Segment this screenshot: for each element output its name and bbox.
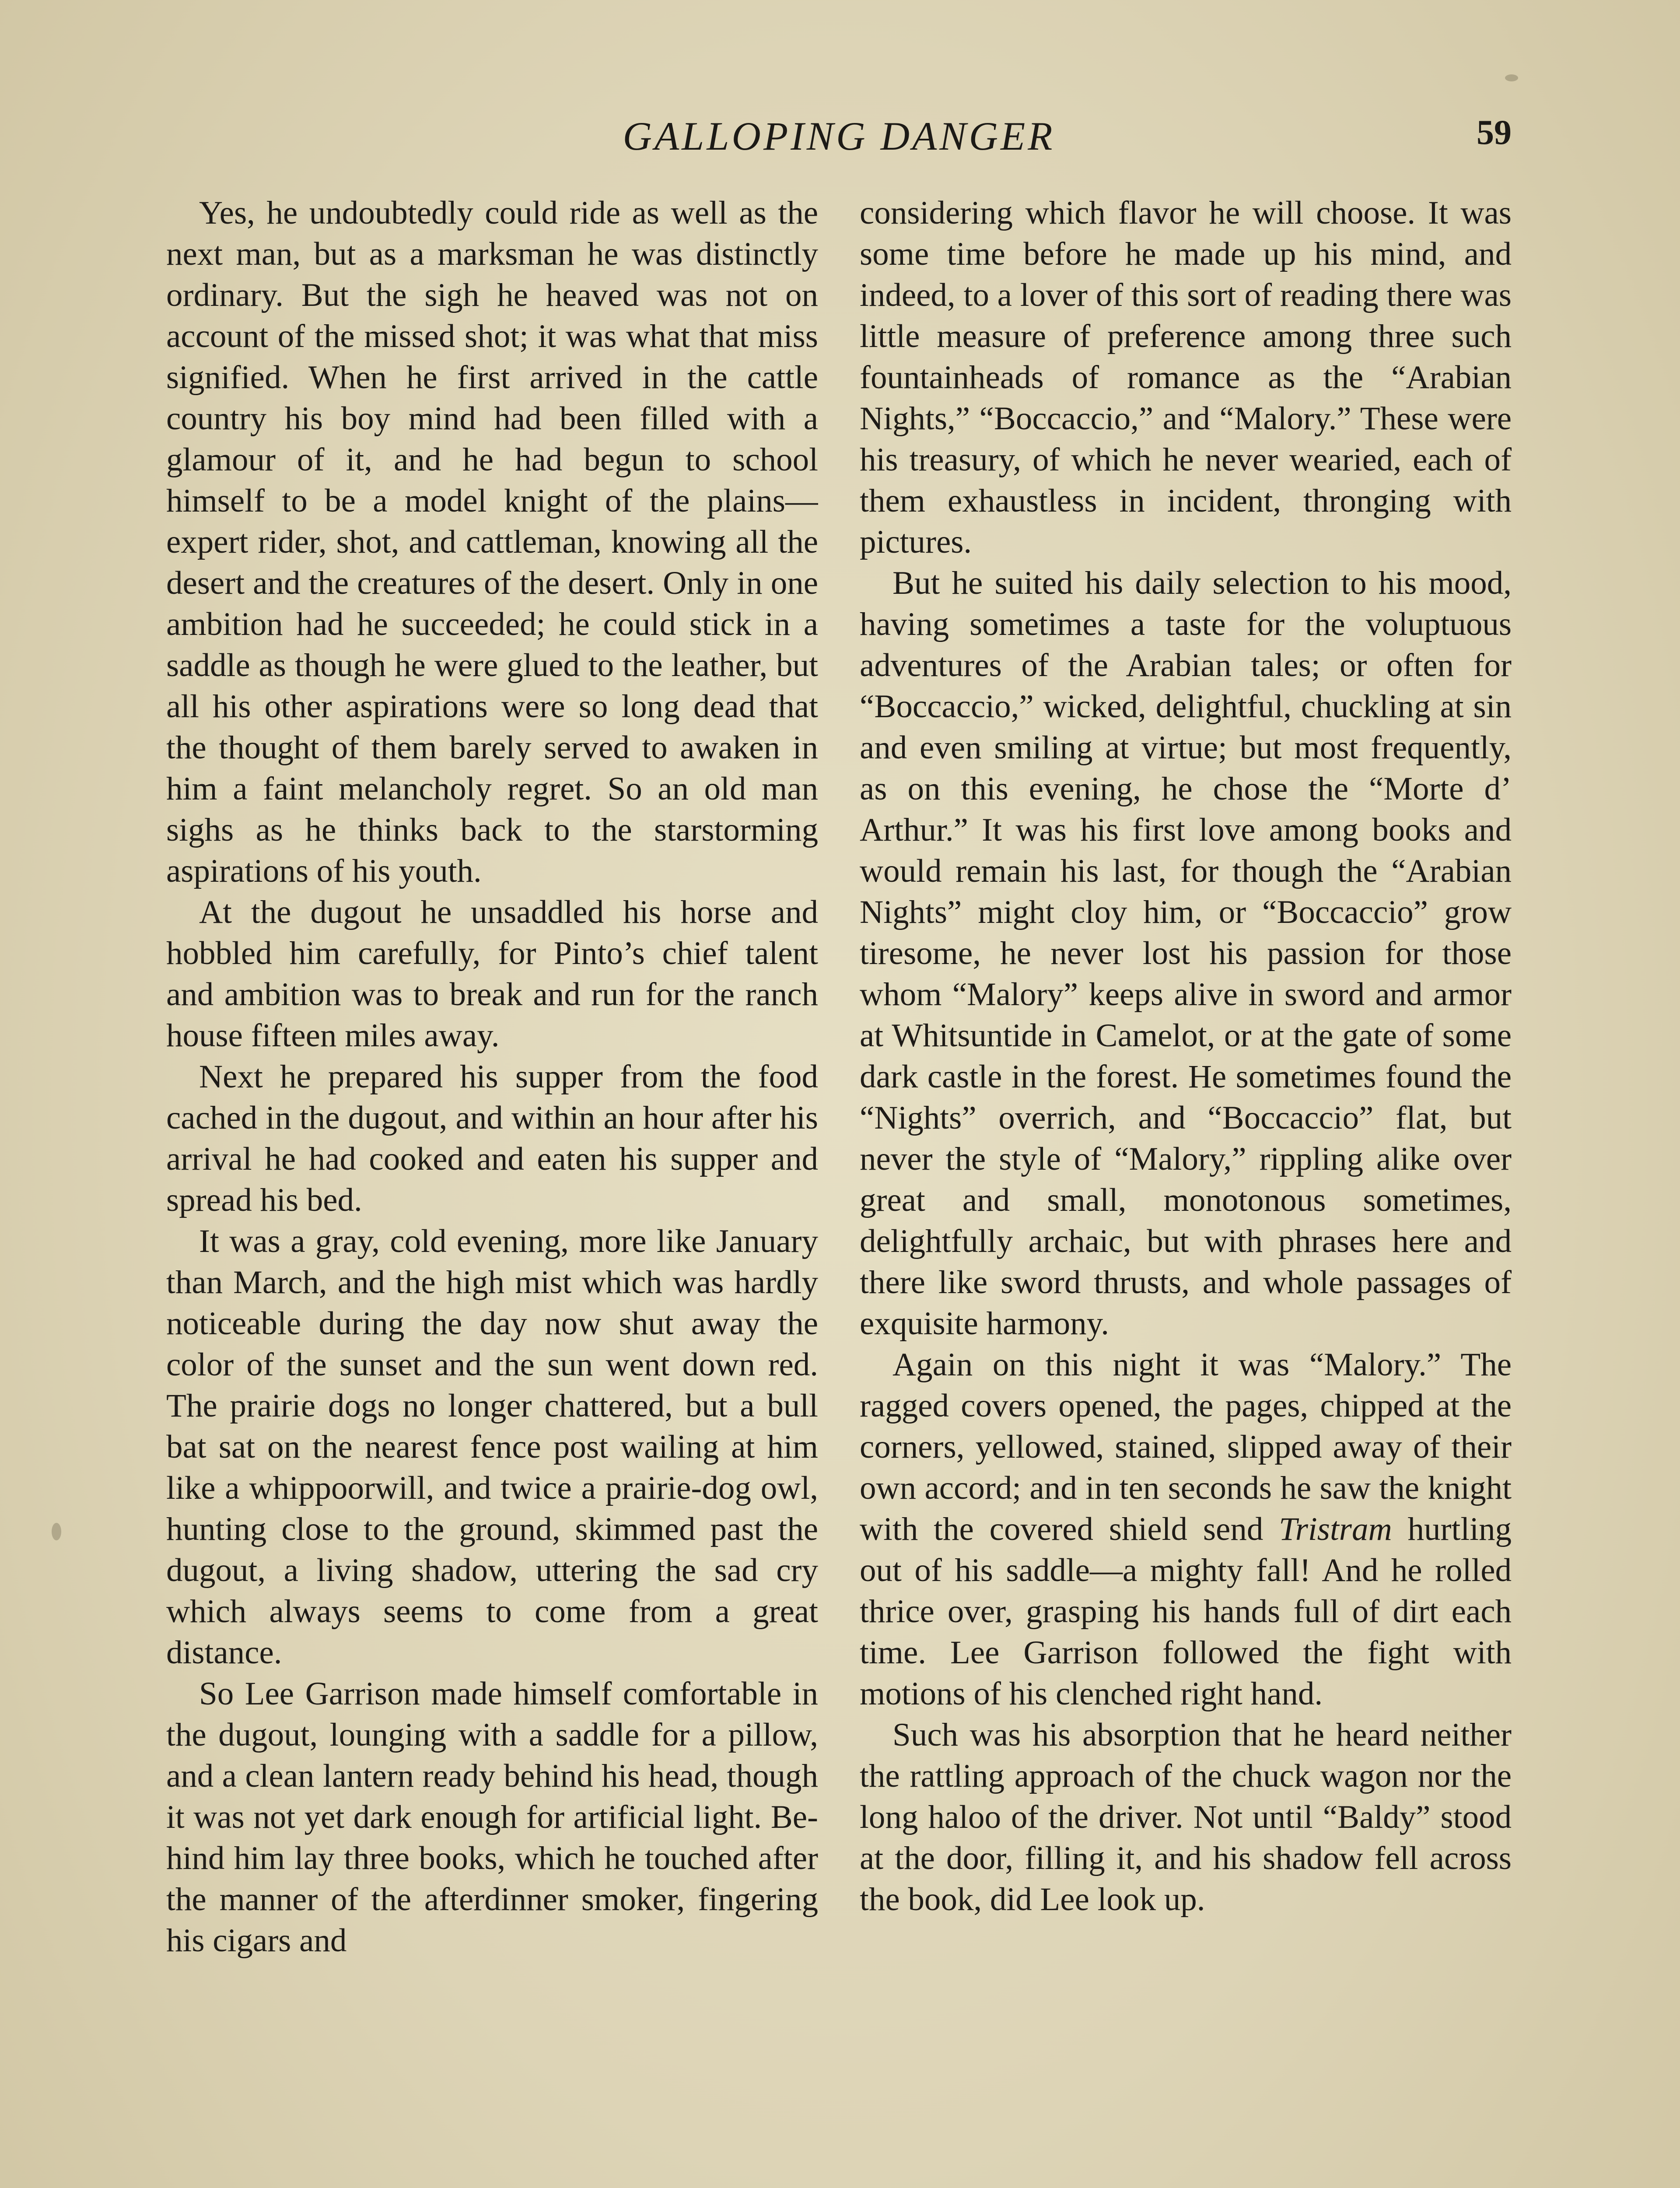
paragraph-text: Again on this night it was “Malory.” The ragged covers opened, the pages, chipped at the corners, yellowed, stained, slipped away of their own accord; and in ten seconds he saw the knight with the covered shield send [860, 1346, 1512, 1547]
paragraph: Such was his absorption that he heard neither the rattling approach of the chuck wagon nor the long haloo of the driver. Not until “Baldy” stood at the door, filling it, and his shadow fell across the book, did Lee look up. [860, 1717, 1512, 1918]
paragraph-text: hurtling out of his saddle—a mighty fall! And he rolled thrice over, grasping his hands full of dirt each time. Lee Garrison followed the fight with motions of his clenched right hand. [860, 1511, 1512, 1712]
paragraph: But he suited his daily selection to his mood, having sometimes a taste for the voluptuous adventures of the Arabian tales; or often for “Boccaccio,” wicked, delightful, chuckling at sin and even smiling at virtue; but most frequently, as on this evening, he chose the “Morte d’ Arthur.” It was his first love among books and would remain his last, for though the “Arabian Nights” might cloy him, or “Boccaccio” grow tiresome, he never lost his passion for those whom “Malory” keeps alive in sword and armor at Whitsuntide in Camelot, or at the gate of some dark castle in the forest. He sometimes found the “Nights” overrich, and “Boccaccio” flat, but never the style of “Malory,” rippling alike over great and small, monotonous sometimes, delightfully archaic, but with phrases here and there like sword thrusts, and whole passages of exquisite harmony. [860, 565, 1512, 1342]
paper-speck [52, 1523, 61, 1540]
page-header [166, 113, 1512, 170]
page-number: 59 [1477, 113, 1512, 152]
paragraph: At the dugout he unsaddled his horse and hobbled him carefully, for Pinto’s chief talent and ambition was to break and run for the ranch house fifteen miles away. [166, 894, 818, 1054]
italic-name: Tristram [1279, 1511, 1392, 1547]
paragraph: It was a gray, cold evening, more like January than March, and the high mist which was hardly noticeable during the day now shut away the color of the sunset and the sun went down red. The prairie dogs no longer chattered, but a bull bat sat on the nearest fence post wailing at him like a whippoorwill, and twice a prairie-dog owl, hunting close to the ground, skimmed past the dugout, a living shadow, uttering the sad cry which always seems to come from a great distance. [166, 1223, 818, 1671]
paper-speck [1505, 74, 1518, 81]
paragraph [860, 1344, 1512, 1715]
left-column [166, 193, 818, 2188]
paragraph: So Lee Garrison made himself comfortable in the dugout, lounging with a saddle for a pillow, and a clean lantern ready behind his head, though it was not yet dark enough for artificial light. Behind him lay three books, which he touched after the manner of the afterdinner smoker, fingering his cigars and [166, 1676, 818, 1959]
running-title: GALLOPING DANGER [623, 114, 1055, 158]
paragraph: Next he prepared his supper from the food cached in the dugout, and within an hour after his arrival he had cooked and eaten his supper and spread his bed. [166, 1059, 818, 1218]
paragraph: Yes, he undoubtedly could ride as well as the next man, but as a marksman he was distinctly ordinary. But the sigh he heaved was not on account of the missed shot; it was what that miss signified. When he first arrived in the cattle country his boy mind had been filled with a glamour of it, and he had begun to school himself to be a model knight of the plains—expert rider, shot, and cattleman, knowing all the desert and the creatures of the desert. Only in one ambition had he succeeded; he could stick in a saddle as though he were glued to the leather, but all his other aspirations were so long dead that the thought of them barely served to awaken in him a faint melancholy regret. So an old man sighs as he thinks back to the starstorming aspirations of his youth. [166, 195, 818, 889]
paragraph-continued: considering which flavor he will choose. It was some time before he made up his mind, and indeed, to a lover of this sort of reading there was little measure of preference among three such fountainheads of romance as the “Arabian Nights,” “Boccaccio,” and “Malory.” These were his treasury, of which he never wearied, each of them exhaustless in incident, thronging with pictures. [860, 195, 1512, 560]
right-column [860, 193, 1512, 2188]
